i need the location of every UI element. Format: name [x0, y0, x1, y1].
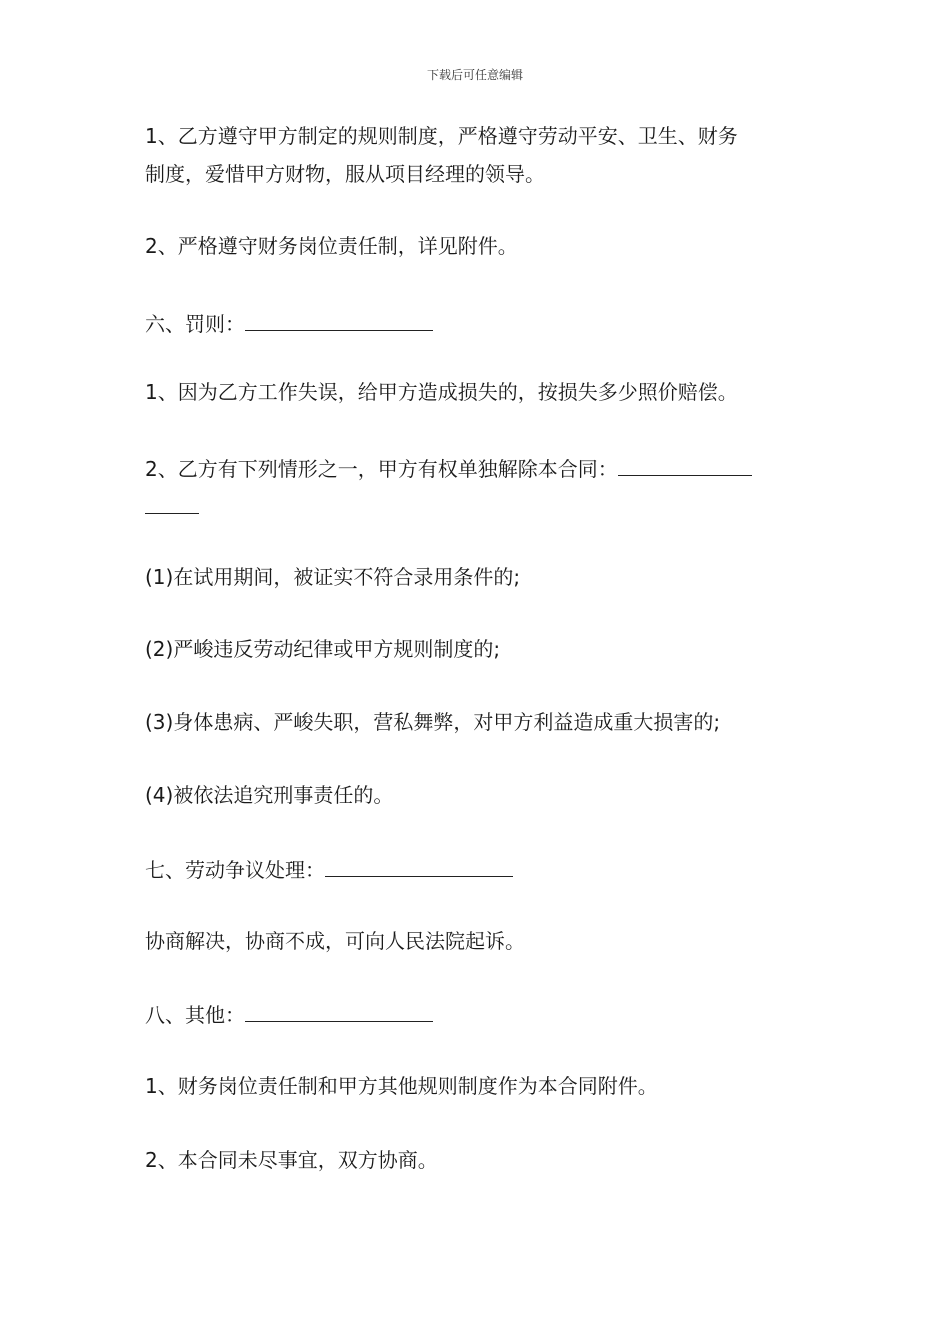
paragraph-6: 1、财务岗位责任制和甲方其他规则制度作为本合同附件。: [145, 1074, 658, 1098]
section-6-label: 六、罚则：: [145, 312, 245, 336]
section-7-blank-line: [325, 856, 513, 877]
paragraph-4-blank-line-2: [145, 493, 199, 514]
paragraph-4-blank-continuation: [145, 493, 199, 519]
paragraph-1-line-1: 1、乙方遵守甲方制定的规则制度，严格遵守劳动平安、卫生、财务: [145, 124, 738, 148]
list-item-2: (2)严峻违反劳动纪律或甲方规则制度的;: [145, 637, 501, 661]
section-8-blank-line: [245, 1001, 433, 1022]
paragraph-1-line-2: 制度，爱惜甲方财物，服从项目经理的领导。: [145, 162, 545, 186]
paragraph-3: 1、因为乙方工作失误，给甲方造成损失的，按损失多少照价赔偿。: [145, 380, 738, 404]
section-7-label: 七、劳动争议处理：: [145, 858, 325, 882]
section-8-label: 八、其他：: [145, 1003, 245, 1027]
section-8-heading: [145, 1001, 433, 1027]
paragraph-4-blank-line: [618, 455, 752, 476]
paragraph-2: 2、严格遵守财务岗位责任制，详见附件。: [145, 234, 518, 258]
section-6-heading: [145, 310, 433, 336]
paragraph-7: 2、本合同未尽事宜，双方协商。: [145, 1148, 438, 1172]
list-item-4: (4)被依法追究刑事责任的。: [145, 783, 394, 807]
list-item-3: (3)身体患病、严峻失职，营私舞弊，对甲方利益造成重大损害的;: [145, 710, 721, 734]
page-header: 下载后可任意编辑: [426, 68, 523, 82]
section-7-heading: [145, 856, 513, 882]
paragraph-5: 协商解决，协商不成，可向人民法院起诉。: [145, 929, 525, 953]
paragraph-4-text: 2、乙方有下列情形之一，甲方有权单独解除本合同：: [145, 457, 618, 481]
paragraph-4: [145, 455, 752, 481]
section-6-blank-line: [245, 310, 433, 331]
list-item-1: (1)在试用期间，被证实不符合录用条件的;: [145, 565, 521, 589]
